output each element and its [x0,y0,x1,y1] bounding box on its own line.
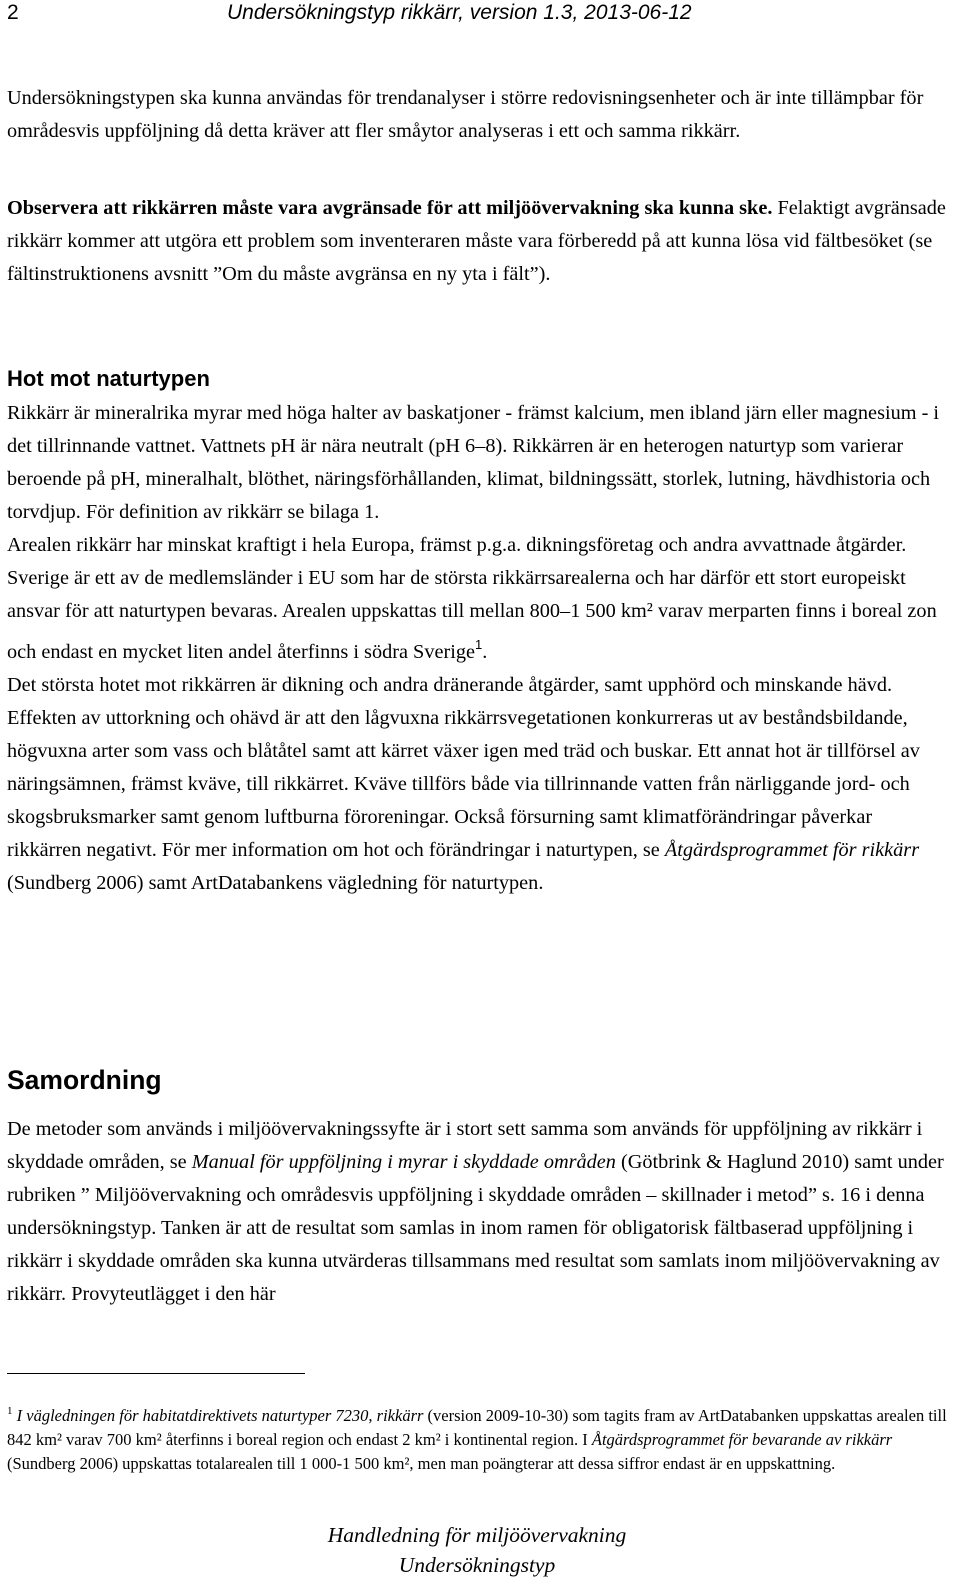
threats-section [7,364,947,394]
running-title: Undersökningstyp rikkärr, version 1.3, 2013-06-12 [227,1,692,24]
footnote-text-b: (Sundberg 2006) uppskattas totalarealen till 1 000-1 500 km², men man poängterar att dessa siffror endast är en uppskattning. [7,1454,836,1473]
footnote-number: 1 [7,1405,13,1417]
page-header [7,0,947,30]
coordination-italic: Manual för uppföljning i myrar i skyddade områden [191,1151,616,1173]
intro-section [7,82,947,148]
footnote-italic-a: I vägledningen för habitatdirektivets naturtyper 7230, rikkärr [12,1406,424,1425]
delimitation-note-bold: Observera att rikkärren måste vara avgränsade för att miljöövervakning ska kunna ske. [7,197,773,219]
coordination-text-b: (Götbrink & Haglund 2010) samt under rubriken ” Miljöövervakning och områdesvis uppföljning i skyddade områden – skillnader i metod” s. 16 i denna undersökningstyp. Tanken är att de resultat som samlas in inom ramen för obligatorisk fältbaserad uppföljning i rikkärr i skyddade områden ska kunna utvärderas tillsammans med resultat som samlats inom miljöövervakning av rikkärr. Provyteutlägget i den här [7,1151,944,1305]
coordination-text-a: De metoder som används i miljöövervakningssyfte är i stort sett samma som används för uppföljning av rikkärr i skyddade områden, se [7,1118,923,1173]
coordination-section [7,1063,947,1097]
page-footer [7,1520,947,1580]
threats-paragraph-3-end: (Sundberg 2006) samt ArtDatabankens vägledning för naturtypen. [7,872,544,894]
footnote-reference[interactable]: 1 [475,637,483,652]
threats-paragraph-3-italic: Åtgärdsprogrammet för rikkärr [664,839,920,861]
note-section [7,192,947,291]
threats-paragraph-2 [7,529,947,669]
threats-paragraph-1: Rikkärr är mineralrika myrar med höga halter av baskatjoner - främst kalcium, men ibland järn eller magnesium - i det tillrinnande vattnet. Vattnets pH är nära neutralt (pH 6–8). Rikkärren är en heterogen naturtyp som varierar beroende på pH, mineralhalt, blöthet, näringsförhållanden, klimat, bildningssätt, storlek, lutning, hävdhistoria och torvdjup. För definition av rikkärr se bilaga 1. [7,402,940,523]
footnote [7,1399,952,1476]
threats-paragraph-2-end: . [482,641,488,663]
footnote-italic-b: Åtgärdsprogrammet för bevarande av rikkärr [591,1430,893,1449]
footnote-text-a: (version 2009-10-30) som tagits fram av ArtDatabanken uppskattas arealen till 842 km² varav 700 km² återfinns i boreal region och endast 2 km² i kontinental region. I [7,1406,947,1449]
footer-line-1: Handledning för miljöövervakning [327,1523,627,1547]
coordination-heading: Samordning [7,1065,162,1095]
threats-paragraph-3-text: Det största hotet mot rikkärren är dikning och andra dränerande åtgärder, samt upphörd och minskande hävd. Effekten av uttorkning och ohävd är att den lågvuxna rikkärrsvegetationen konkurreras ut av beståndsbildande, högvuxna arter som vass och blåtåtel samt att kärret växer igen med träd och buskar. Ett annat hot är tillförsel av näringsämnen, främst kväve, till rikkärret. Kväve tillförs både via tillrinnande vatten från närliggande jord- och skogsbruksmarker samt genom luftburna föroreningar. Också försurning samt klimatförändringar påverkar rikkärren negativt. För mer information om hot och förändringar i naturtypen, se [7,674,920,861]
threats-body [7,397,947,900]
footer-line-2: Undersökningstyp [398,1553,556,1577]
coordination-body [7,1113,947,1311]
coordination-paragraph [7,1113,947,1311]
delimitation-note-text: Felaktigt avgränsade rikkärr kommer att utgöra ett problem som inventeraren måste vara förberedd på att kunna lösa vid fältbesöket (se fältinstruktionens avsnitt ”Om du måste avgränsa en ny yta i fält”). [7,197,946,285]
intro-paragraph: Undersökningstypen ska kunna användas för trendanalyser i större redovisningsenheter och är inte tillämpbar för områdesvis uppföljning då detta kräver att fler småytor analyseras i ett och samma rikkärr. [7,87,924,142]
footnote-divider [7,1373,305,1374]
threats-heading: Hot mot naturtypen [7,366,210,391]
threats-paragraph-2-text: Arealen rikkärr har minskat kraftigt i hela Europa, främst p.g.a. dikningsföretag och andra avvattnade åtgärder. Sverige är ett av de medlemsländer i EU som har de största rikkärrsarealerna och har därför ett stort europeiskt ansvar för att naturtypen bevaras. Arealen uppskattas till mellan 800–1 500 km² varav merparten finns i boreal zon och endast en mycket liten andel återfinns i södra Sverige [7,534,937,663]
page-number: 2 [7,1,19,24]
delimitation-paragraph [7,192,947,291]
threats-paragraph-3 [7,669,947,900]
